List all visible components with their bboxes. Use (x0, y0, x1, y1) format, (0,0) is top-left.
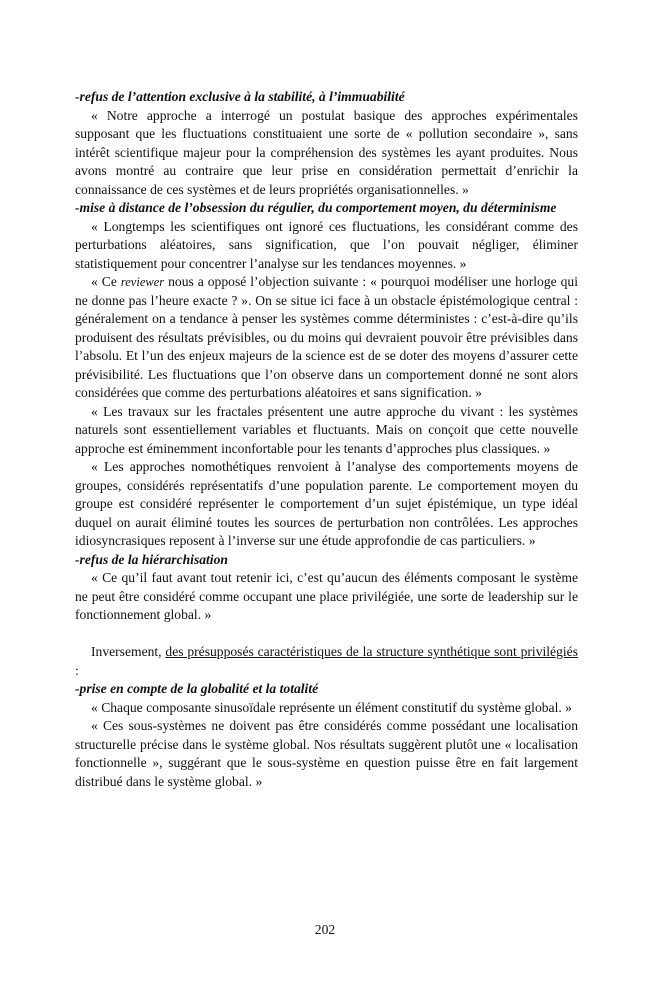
blank-line (75, 625, 578, 644)
reviewer-quote-start: « Ce (91, 274, 121, 289)
paragraph-fractals: « Les travaux sur les fractales présentent une autre approche du vivant : les systèmes naturels sont essentiellement variables et fluctuants. Mais on conçoit que cette nouvelle approche est éminemment inconfortable pour les tenants d’approches plus classiques. » (75, 403, 578, 456)
paragraph-fluctuations-pollution: « Notre approche a interrogé un postulat basique des approches expérimentales supposant que les fluctuations constituaient une sorte de « pollution secondaire », sans intérêt scientifique majeur pour la compréhension des systèmes les ayant produites. Nous avons montré au contraire que leur prise en considération permettait d’enrichir la connaissance de ces systèmes et de leurs propriétés organisationnelles. » (75, 107, 578, 197)
paragraph-scientists-ignored: « Longtemps les scientifiques ont ignoré ces fluctuations, les considérant comme des perturbations aléatoires, sans signification, que l’on pouvait négliger, éliminer statistiquement pour concentrer l’analyse sur les tendances moyennes. » (75, 218, 578, 271)
page-number: 202 (314, 922, 336, 937)
conversely-end: : (75, 662, 79, 678)
underlined-presuppositions: des présupposés caractéristiques de la structure synthétique sont privilégiés (165, 644, 578, 659)
paragraph-reviewer-objection (75, 273, 578, 403)
paragraph-subsystems: « Ces sous-systèmes ne doivent pas être considérés comme possédant une localisation structurelle précise dans le système global. Nos résultats suggèrent plutôt une « localisation fonctionnelle », suggérant que le sous-système en question puisse être en fait largement distribué dans le système global. » (75, 718, 578, 789)
reviewer-quote-rest: nous a opposé l’objection suivante : « pourquoi modéliser une horloge qui ne donne pas l’heure exacte ? ». On se situe ici face à un obstacle épistémologique central : généralement on a tendance à penser les systèmes comme déterministes : c’est-à-dire qu’ils produisent des résultats prévisibles, ou du moins qui devraient pouvoir être prévisibles dans l’absolu. Et l’un des enjeux majeurs de la science est de se doter des moyens d’assurer cette prévisibilité. Les fluctuations que l’on observe dans un comportement donné ne sont alors considérées que comme des perturbations aléatoires et sans signification. » (75, 274, 578, 400)
section-heading-globality: -prise en compte de la globalité et la totalité (75, 681, 319, 696)
paragraph-conversely (75, 643, 578, 680)
reviewer-word: reviewer (120, 275, 165, 289)
section-heading-hierarchy: -refus de la hiérarchisation (75, 551, 228, 567)
paragraph-nomothetic: « Les approches nomothétiques renvoient à l’analyse des comportements moyens de groupes, considérés représentatifs d’une population parente. Le comportement moyen du groupe est considéré représenter le comportement d’un sujet épistémique, un type idéal duquel on aurait éliminé toutes les sources de perturbation non contrôlées. Les approches idiosyncrasiques reposent à l’inverse sur une étude approfondie de cas particuliers. » (75, 459, 578, 548)
page-body (75, 88, 578, 791)
section-heading-regularity: -mise à distance de l’obsession du régulier, du comportement moyen, du déterminisme (75, 200, 557, 215)
conversely-start: Inversement, (91, 644, 166, 659)
paragraph-no-leadership: « Ce qu’il faut avant tout retenir ici, c’est qu’aucun des éléments composant le système ne peut être considéré comme occupant une place privilégiée, une sorte de leadership sur le fonctionnement global. » (75, 570, 578, 622)
section-heading-stability: -refus de l’attention exclusive à la stabilité, à l’immuabilité (75, 89, 405, 104)
paragraph-sinusoidal: « Chaque composante sinusoïdale représente un élément constitutif du système global. » (91, 699, 572, 715)
